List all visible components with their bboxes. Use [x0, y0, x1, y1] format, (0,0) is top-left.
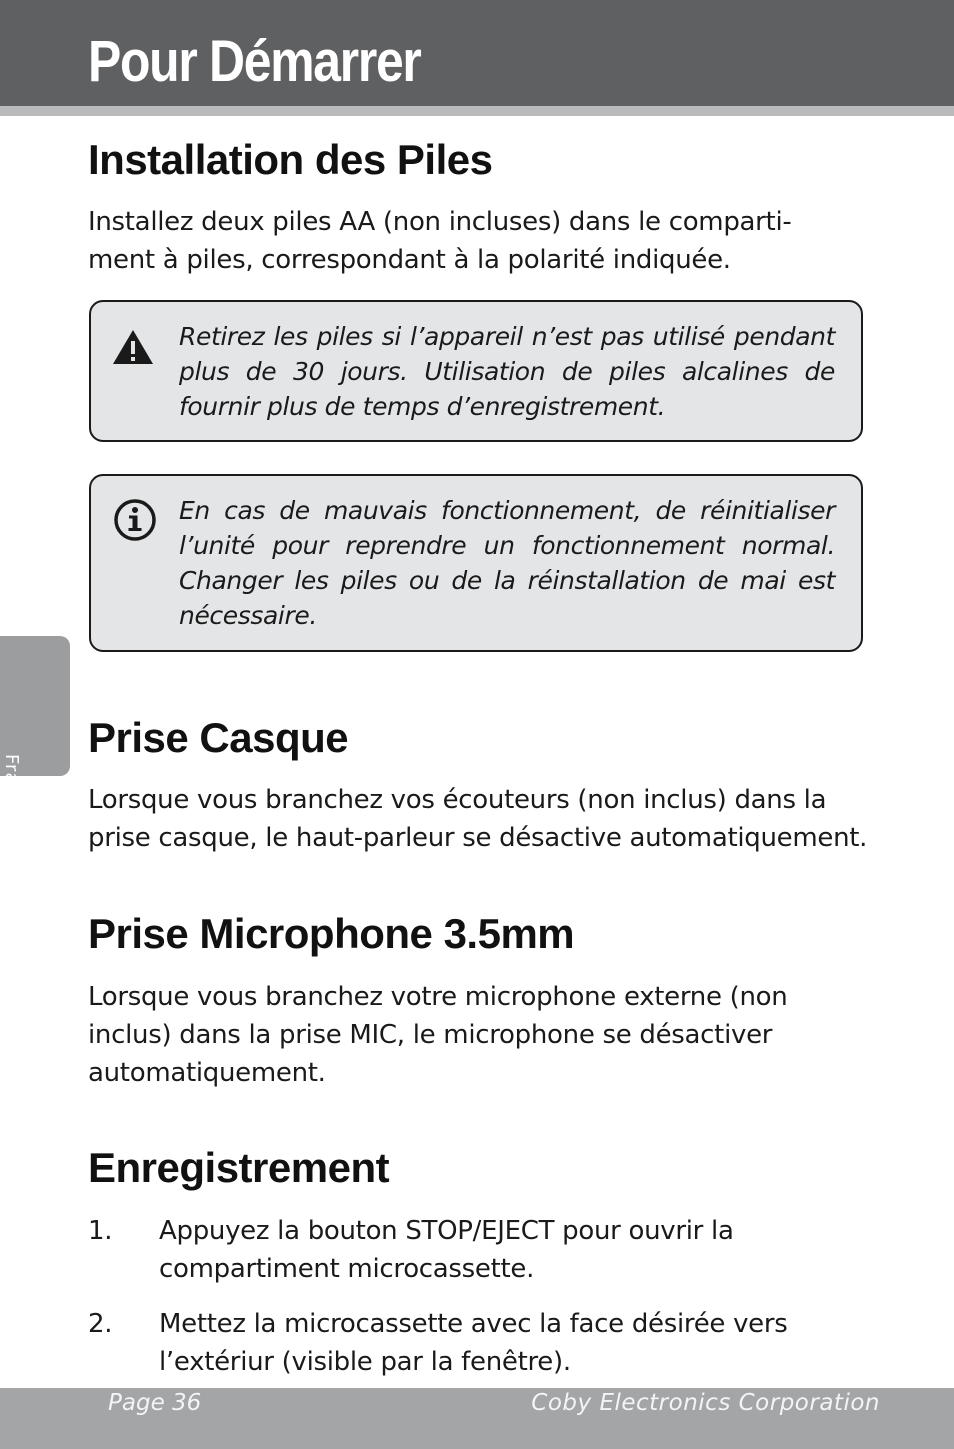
- step-number: 1.: [88, 1216, 113, 1246]
- step-text-line-1: Appuyez la bouton STOP/EJECT pour ouvrir la: [159, 1216, 734, 1246]
- list-item: [88, 1305, 878, 1381]
- step-text-line-2: l’extériur (visible par la fenêtre).: [159, 1347, 571, 1377]
- headphone-body: [88, 781, 878, 857]
- page-title: Pour Démarrer: [88, 29, 421, 94]
- microphone-body-line-3: automatiquement.: [88, 1058, 326, 1088]
- page-number: Page 36: [108, 1390, 202, 1416]
- header-bar: [0, 0, 954, 106]
- step-number: 2.: [88, 1309, 113, 1339]
- info-text: En cas de mauvais fonctionnement, de réinitialiser l’unité pour reprendre un fonctionnement normal. Changer les piles ou de la réinstallation de mai est nécessaire.: [179, 496, 835, 630]
- info-callout: [89, 474, 863, 652]
- batteries-body: [88, 203, 878, 279]
- language-tab-label: Français: [1, 754, 22, 837]
- warning-callout: [89, 300, 863, 442]
- batteries-body-line-2: ment à piles, correspondant à la polarité indiquée.: [88, 245, 731, 275]
- language-tab: [0, 636, 70, 837]
- headphone-body-line-1: Lorsque vous branchez vos écouteurs (non inclus) dans la: [88, 785, 827, 815]
- header-divider: [0, 106, 954, 116]
- section-heading-recording: Enregistrement: [88, 1144, 390, 1191]
- microphone-body: [88, 978, 878, 1092]
- page-footer: [0, 1388, 954, 1449]
- step-text-line-1: Mettez la microcassette avec la face désirée vers: [159, 1309, 788, 1339]
- info-circle-icon: [111, 496, 159, 540]
- warning-text: Retirez les piles si l’appareil n’est pas utilisé pendant plus de 30 jours. Utilisation de piles alcalines de fournir plus de temps d’enregistrement.: [179, 322, 835, 421]
- step-text-line-2: compartiment microcassette.: [159, 1254, 535, 1284]
- batteries-body-line-1: Installez deux piles AA (non incluses) dans le comparti-: [88, 207, 792, 237]
- list-item: [88, 1212, 878, 1288]
- section-heading-headphone: Prise Casque: [88, 714, 349, 761]
- microphone-body-line-1: Lorsque vous branchez votre microphone externe (non: [88, 982, 788, 1012]
- section-heading-microphone: Prise Microphone 3.5mm: [88, 910, 575, 957]
- headphone-body-line-2: prise casque, le haut-parleur se désactive automatiquement.: [88, 823, 868, 853]
- microphone-body-line-2: inclus) dans la prise MIC, le microphone se désactiver: [88, 1020, 773, 1050]
- section-heading-batteries: Installation des Piles: [88, 136, 493, 183]
- company-name: Coby Electronics Corporation: [531, 1390, 880, 1416]
- recording-steps: [88, 1212, 878, 1398]
- warning-triangle-icon: [111, 326, 159, 370]
